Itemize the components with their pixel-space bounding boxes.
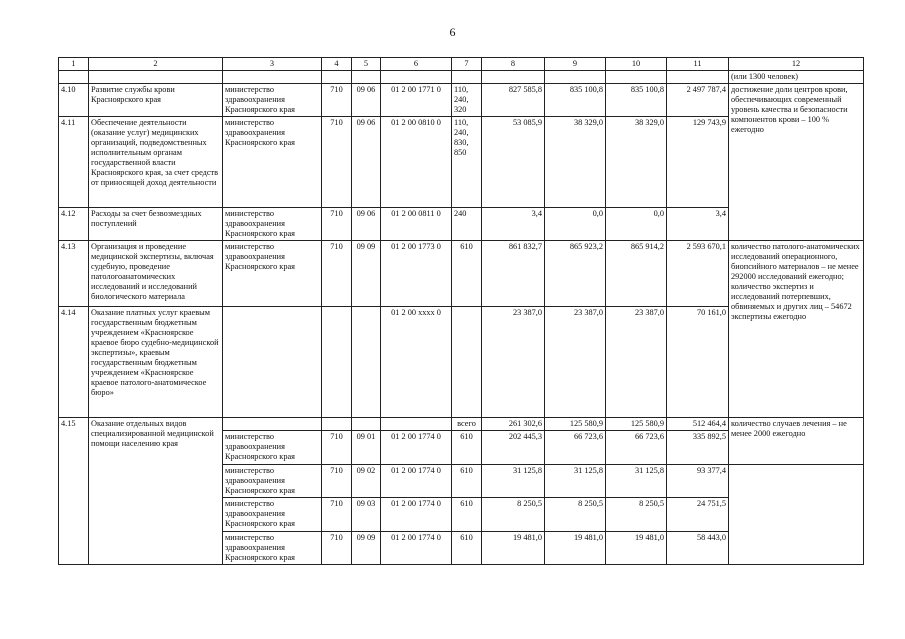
row-number: 4.11 (59, 117, 89, 208)
agency: министерство здравоохранения Красноярского края (223, 431, 322, 465)
header-cell: 8 (482, 58, 545, 71)
agency: министерство здравоохранения Красноярского края (223, 208, 322, 241)
event-name: Оказание отдельных видов специализированной медицинской помощи населению края (89, 418, 223, 565)
header-cell: 3 (223, 58, 322, 71)
grbs-code: 710 (322, 241, 352, 307)
grbs-code: 710 (322, 532, 352, 565)
total-label: всего (452, 418, 482, 431)
header-cell: 5 (352, 58, 381, 71)
rzpr-code: 09 09 (352, 241, 381, 307)
vr-code: 610 (452, 498, 482, 532)
csr-code: 01 2 00 хххх 0 (381, 307, 452, 418)
amount-year2: 38 329,0 (545, 117, 606, 208)
vr-code: 610 (452, 465, 482, 498)
grbs-code: 710 (322, 117, 352, 208)
row-number: 4.12 (59, 208, 89, 241)
rzpr-code: 09 01 (352, 431, 381, 465)
rzpr-code: 09 06 (352, 84, 381, 117)
amount-total: 24 751,5 (667, 498, 729, 532)
amount-year1: 202 445,3 (482, 431, 545, 465)
header-cell: 2 (89, 58, 223, 71)
event-name: Оказание платных услуг краевым государственным бюджетным учреждением «Красноярское краевое бюро судебно-медицинской экспертизы», краевым государственным бюджетным учреждением «Красноярское краевое патолого-анатомическое бюро» (89, 307, 223, 418)
agency: министерство здравоохранения Красноярского края (223, 84, 322, 117)
amount-year1: 23 387,0 (482, 307, 545, 418)
amount-year1: 861 832,7 (482, 241, 545, 307)
rzpr-code: 09 06 (352, 208, 381, 241)
note-top: (или 1300 человек) (729, 71, 864, 84)
rzpr-code: 09 03 (352, 498, 381, 532)
row-number: 4.13 (59, 241, 89, 307)
header-cell: 6 (381, 58, 452, 71)
csr-code: 01 2 00 1773 0 (381, 241, 452, 307)
amount-year2: 0,0 (545, 208, 606, 241)
expected-result: количество случаев лечения – не менее 2000 ежегодно (729, 418, 864, 465)
amount-total: 2 497 787,4 (667, 84, 729, 117)
vr-code: 110, 240, 830, 850 (452, 117, 482, 208)
agency: министерство здравоохранения Красноярского края (223, 241, 322, 307)
amount-year1: 19 481,0 (482, 532, 545, 565)
page-number: 6 (449, 25, 456, 39)
amount-total: 58 443,0 (667, 532, 729, 565)
csr-code: 01 2 00 1771 0 (381, 84, 452, 117)
amount-year1: 827 585,8 (482, 84, 545, 117)
amount-year1: 8 250,5 (482, 498, 545, 532)
table-row (59, 84, 864, 117)
csr-code: 01 2 00 1774 0 (381, 532, 452, 565)
expected-result: количество патолого-анатомических исследований операционного, биопсийного материалов – не менее 292000 исследований ежегодно; количество экспертиз и исследований потерпевших, обвиняемых и других лиц – 54672 экспертизы ежегодно (729, 241, 864, 418)
amount-year3: 38 329,0 (606, 117, 667, 208)
amount-year2: 23 387,0 (545, 307, 606, 418)
program-table (58, 57, 864, 565)
event-name: Развитие службы крови Красноярского края (89, 84, 223, 117)
header-cell: 1 (59, 58, 89, 71)
amount-year2: 865 923,2 (545, 241, 606, 307)
amount-year3: 19 481,0 (606, 532, 667, 565)
grbs-code: 710 (322, 208, 352, 241)
amount-total: 2 593 670,1 (667, 241, 729, 307)
csr-code: 01 2 00 1774 0 (381, 431, 452, 465)
amount-total: 93 377,4 (667, 465, 729, 498)
csr-code: 01 2 00 0811 0 (381, 208, 452, 241)
row-number: 4.15 (59, 418, 89, 565)
amount-year3: 66 723,6 (606, 431, 667, 465)
rzpr-code: 09 06 (352, 117, 381, 208)
agency: министерство здравоохранения Красноярского края (223, 465, 322, 498)
vr-code: 110, 240, 320 (452, 84, 482, 117)
amount-year1: 53 085,9 (482, 117, 545, 208)
amount-year2: 125 580,9 (545, 418, 606, 431)
amount-year3: 835 100,8 (606, 84, 667, 117)
amount-year3: 23 387,0 (606, 307, 667, 418)
amount-year1: 261 302,6 (482, 418, 545, 431)
row-number: 4.10 (59, 84, 89, 117)
row-number: 4.14 (59, 307, 89, 418)
amount-total: 512 464,4 (667, 418, 729, 431)
amount-total: 335 892,5 (667, 431, 729, 465)
amount-year2: 31 125,8 (545, 465, 606, 498)
header-cell: 10 (606, 58, 667, 71)
amount-year2: 835 100,8 (545, 84, 606, 117)
table-row (59, 418, 864, 431)
continuation-row (59, 71, 864, 84)
header-cell: 7 (452, 58, 482, 71)
event-name: Организация и проведение медицинской экспертизы, включая судебную, проведение патологоанатомических исследований и исследований биологического материала (89, 241, 223, 307)
amount-year3: 8 250,5 (606, 498, 667, 532)
expected-result: достижение доли центров крови, обеспечивающих современный уровень качества и безопасности компонентов крови – 100 % ежегодно (729, 84, 864, 241)
vr-code: 610 (452, 431, 482, 465)
header-cell: 11 (667, 58, 729, 71)
event-name: Расходы за счет безвозмездных поступлений (89, 208, 223, 241)
grbs-code: 710 (322, 431, 352, 465)
amount-year3: 125 580,9 (606, 418, 667, 431)
header-cell: 9 (545, 58, 606, 71)
amount-total: 3,4 (667, 208, 729, 241)
agency: министерство здравоохранения Красноярского края (223, 498, 322, 532)
amount-year2: 66 723,6 (545, 431, 606, 465)
rzpr-code: 09 09 (352, 532, 381, 565)
amount-year2: 8 250,5 (545, 498, 606, 532)
grbs-code: 710 (322, 498, 352, 532)
amount-total: 70 161,0 (667, 307, 729, 418)
vr-code: 240 (452, 208, 482, 241)
amount-year1: 3,4 (482, 208, 545, 241)
event-name: Обеспечение деятельности (оказание услуг) медицинских организаций, подведомственных исполнительным органам государственной власти Красноярского края, за счет средств от приносящей доход деятельности (89, 117, 223, 208)
amount-total: 129 743,9 (667, 117, 729, 208)
amount-year2: 19 481,0 (545, 532, 606, 565)
grbs-code: 710 (322, 84, 352, 117)
vr-code: 610 (452, 241, 482, 307)
amount-year1: 31 125,8 (482, 465, 545, 498)
header-row (59, 58, 864, 71)
empty-result-cell (729, 465, 864, 565)
vr-code: 610 (452, 532, 482, 565)
rzpr-code: 09 02 (352, 465, 381, 498)
header-cell: 12 (729, 58, 864, 71)
amount-year3: 31 125,8 (606, 465, 667, 498)
csr-code: 01 2 00 1774 0 (381, 498, 452, 532)
header-cell: 4 (322, 58, 352, 71)
table-row (59, 241, 864, 307)
csr-code: 01 2 00 0810 0 (381, 117, 452, 208)
amount-year3: 0,0 (606, 208, 667, 241)
grbs-code: 710 (322, 465, 352, 498)
agency: министерство здравоохранения Красноярского края (223, 117, 322, 208)
agency: министерство здравоохранения Красноярского края (223, 532, 322, 565)
amount-year3: 865 914,2 (606, 241, 667, 307)
csr-code: 01 2 00 1774 0 (381, 465, 452, 498)
